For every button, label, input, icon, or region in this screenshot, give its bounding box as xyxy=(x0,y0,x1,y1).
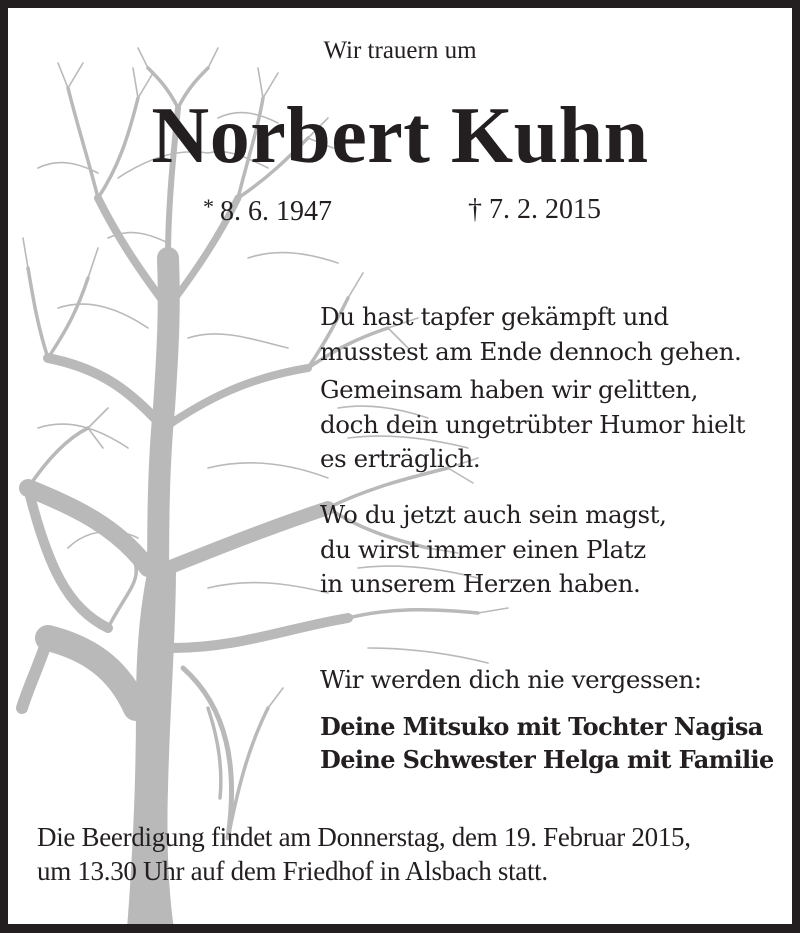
mourner-line: Deine Schwester Helga mit Familie xyxy=(320,745,774,774)
death-date-value: 7. 2. 2015 xyxy=(489,194,601,225)
deceased-name: Norbert Kuhn xyxy=(151,92,649,180)
poem-line: musstest am Ende dennoch gehen. xyxy=(320,336,742,366)
funeral-line: um 13.30 Uhr auf dem Friedhof in Alsbach statt. xyxy=(37,856,548,886)
birth-star-icon: * xyxy=(203,194,214,219)
intro-text: Wir trauern um xyxy=(323,37,477,64)
poem-line: es erträglich. xyxy=(320,444,481,473)
poem-line: Du hast tapfer gekämpft und xyxy=(320,302,669,331)
funeral-line: Die Beerdigung findet am Donnerstag, dem 19. Februar 2015, xyxy=(37,822,691,852)
poem-line: doch dein ungetrübter Humor hielt xyxy=(320,409,746,439)
mourners-list xyxy=(320,710,774,776)
poem-line: du wirst immer einen Platz xyxy=(320,534,646,564)
poem-stanza-1 xyxy=(320,300,741,369)
farewell-text: Wir werden dich nie vergessen: xyxy=(320,665,702,694)
birth-date xyxy=(203,196,332,226)
death-date xyxy=(468,196,601,224)
mourner-line: Deine Mitsuko mit Tochter Nagisa xyxy=(320,712,763,741)
birth-date-value: 8. 6. 1947 xyxy=(220,196,332,227)
poem-line: Wo du jetzt auch sein magst, xyxy=(320,500,667,529)
funeral-info xyxy=(37,820,691,888)
poem-line: in unserem Herzen haben. xyxy=(320,569,641,598)
death-cross-icon: † xyxy=(468,194,482,225)
poem-stanza-3 xyxy=(320,498,666,602)
poem-stanza-2 xyxy=(320,373,745,477)
poem-line: Gemeinsam haben wir gelitten, xyxy=(320,375,699,404)
